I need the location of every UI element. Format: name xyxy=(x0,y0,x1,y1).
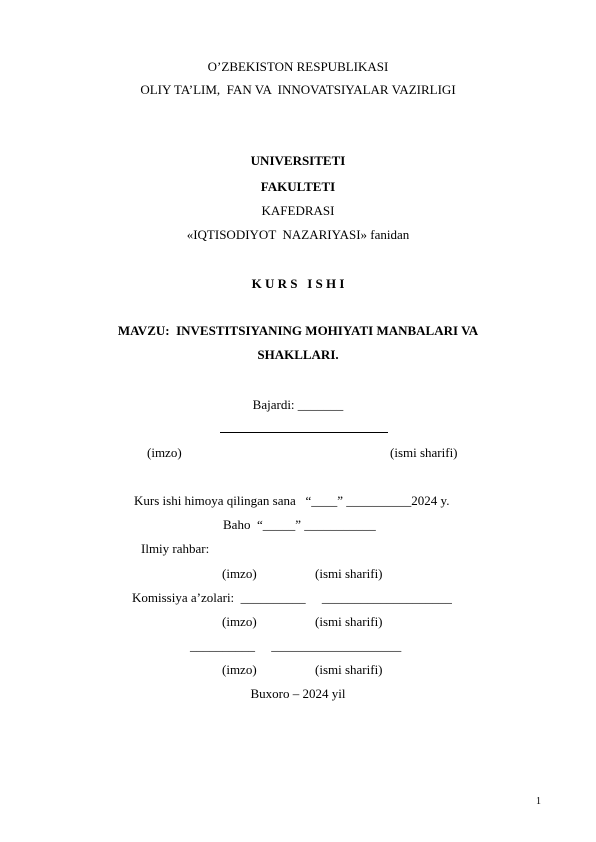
place-year: Buxoro – 2024 yil xyxy=(250,686,346,701)
performer-sign-label: (imzo) xyxy=(147,445,182,460)
supervisor-sign-label: (imzo) xyxy=(222,566,257,581)
faculty-name: FAKULTETI xyxy=(260,179,336,194)
subject-name: «IQTISODIYOT NAZARIYASI» fanidan xyxy=(186,227,410,242)
commission-name-label-1: (ismi sharifi) xyxy=(315,614,383,629)
commission-name-label-2: (ismi sharifi) xyxy=(315,662,383,677)
university-name: UNIVERSITETI xyxy=(250,153,346,168)
topic-line-2: SHAKLLARI. xyxy=(257,347,339,362)
grade-line: Baho “_____” ___________ xyxy=(223,517,376,532)
republic-heading: O’ZBEKISTON RESPUBLIKASI xyxy=(207,59,389,74)
performer-name-label: (ismi sharifi) xyxy=(390,445,458,460)
supervisor-label: Ilmiy rahbar: xyxy=(141,541,210,556)
performer-label: Bajardi: _______ xyxy=(252,397,344,412)
commission-label: Komissiya a’zolari: __________ ____________________ xyxy=(132,590,452,605)
supervisor-name-label: (ismi sharifi) xyxy=(315,566,383,581)
document-type: K U R S I S H I xyxy=(251,276,345,291)
department-name: KAFEDRASI xyxy=(261,203,335,218)
page-number: 1 xyxy=(536,796,541,807)
commission-blank-line-2: __________ ____________________ xyxy=(190,638,402,653)
commission-sign-label-1: (imzo) xyxy=(222,614,257,629)
commission-sign-label-2: (imzo) xyxy=(222,662,257,677)
defense-date-line: Kurs ishi himoya qilingan sana “____” __________2024 y. xyxy=(134,493,450,508)
ministry-heading: OLIY TA’LIM, FAN VA INNOVATSIYALAR VAZIRLIGI xyxy=(140,82,456,97)
performer-signature-line xyxy=(220,432,388,433)
topic-line-1: MAVZU: INVESTITSIYANING MOHIYATI MANBALARI VA xyxy=(117,323,479,338)
